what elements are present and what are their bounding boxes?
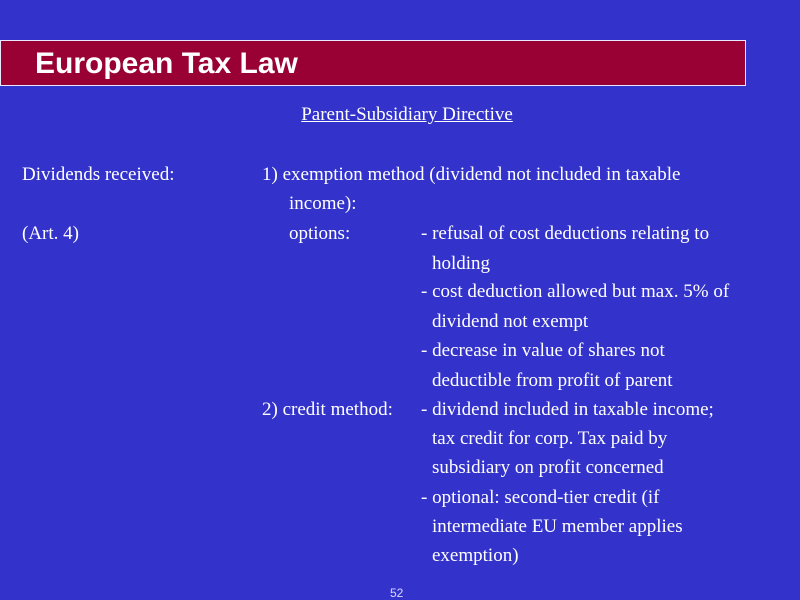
method1-line2: income): (289, 193, 357, 214)
option2-line2: dividend not exempt (432, 311, 589, 332)
option1-line1: - refusal of cost deductions relating to (421, 223, 710, 244)
method2-item1-line2: tax credit for corp. Tax paid by (432, 428, 668, 449)
method1-line1: 1) exemption method (dividend not included in taxable (262, 164, 681, 185)
option1-line2: holding (432, 253, 491, 274)
page-title: European Tax Law (35, 47, 298, 80)
options-label: options: (289, 223, 351, 244)
method2-item2-line1: - optional: second-tier credit (if (421, 487, 660, 508)
option3-line2: deductible from profit of parent (432, 370, 673, 391)
method2-item1-line3: subsidiary on profit concerned (432, 457, 664, 478)
method2-item2-line2: intermediate EU member applies (432, 516, 683, 537)
label-dividends-received: Dividends received: (22, 164, 175, 185)
label-article: (Art. 4) (22, 223, 79, 244)
option2-line1: - cost deduction allowed but max. 5% of (421, 281, 730, 302)
section-subtitle: Parent-Subsidiary Directive (301, 104, 513, 125)
page-number: 52 (390, 586, 404, 600)
method2-item2-line3: exemption) (432, 545, 519, 566)
option3-line1: - decrease in value of shares not (421, 340, 665, 361)
title-bar (0, 40, 746, 86)
method2-label: 2) credit method: (262, 399, 393, 420)
method2-item1-line1: - dividend included in taxable income; (421, 399, 714, 420)
